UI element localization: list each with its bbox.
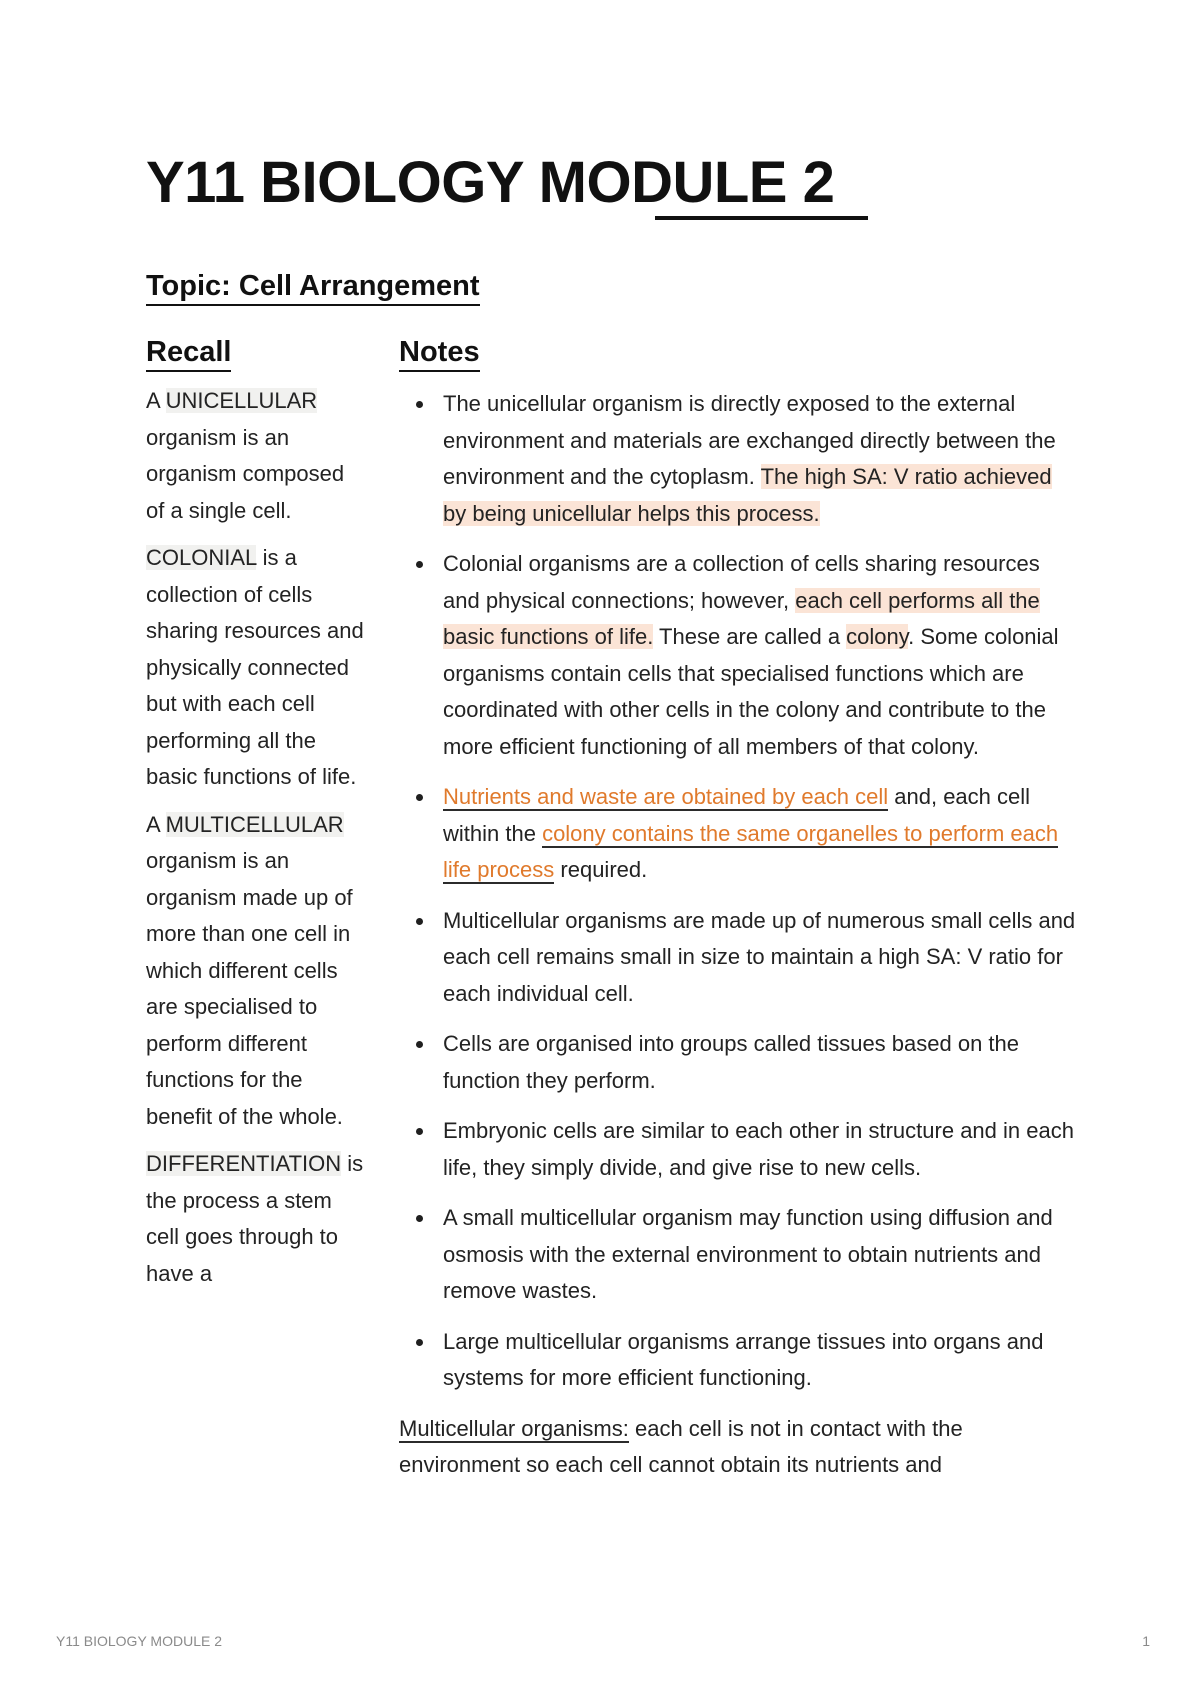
page-number: 1 xyxy=(1142,1633,1150,1649)
list-item: Multicellular organisms are made up of numerous small cells and each cell remains small in size to maintain a high SA: V ratio for each individual cell. xyxy=(399,903,1079,1013)
recall-entry-differentiation: DIFFERENTIATION is the process a stem cell goes through to have a xyxy=(146,1151,364,1286)
notes-column xyxy=(399,386,1079,1484)
recall-term: COLONIAL xyxy=(146,545,257,570)
footer-title: Y11 BIOLOGY MODULE 2 xyxy=(56,1633,222,1649)
recall-term: DIFFERENTIATION xyxy=(146,1151,342,1176)
list-item: Large multicellular organisms arrange tissues into organs and systems for more efficient functioning. xyxy=(399,1324,1079,1397)
underlined-label: Multicellular organisms: xyxy=(399,1415,629,1441)
list-item: A small multicellular organism may function using diffusion and osmosis with the external environment to obtain nutrients and remove wastes. xyxy=(399,1200,1079,1310)
recall-entry-unicellular: A UNICELLULAR organism is an organism composed of a single cell. xyxy=(146,388,345,523)
highlighted-text: each cell performs all the basic functions of life. xyxy=(443,587,1040,649)
page-title: Y11 BIOLOGY MODULE 2 xyxy=(146,150,835,215)
topic-heading: Topic: Cell Arrangement xyxy=(146,268,480,306)
notes-list xyxy=(399,386,1079,1397)
recall-heading: Recall xyxy=(146,334,231,372)
recall-entry-colonial: COLONIAL is a collection of cells sharing resources and physically connected but with each cell performing all the basic functions of life. xyxy=(146,545,364,789)
list-item: Colonial organisms are a collection of cells sharing resources and physical connections; however, each cell performs all the basic functions of life. These are called a colony. Some colonial organisms contain cells that specialised functions which are coordinated with other cells in the colony and contribute to the more efficient functioning of all members of that colony. xyxy=(399,546,1079,765)
title-underline xyxy=(655,216,868,220)
list-item: Embryonic cells are similar to each other in structure and in each life, they simply divide, and give rise to new cells. xyxy=(399,1113,1079,1186)
closing-paragraph: Multicellular organisms: each cell is not in contact with the environment so each cell cannot obtain its nutrients and xyxy=(399,1415,963,1477)
recall-entry-multicellular: A MULTICELLULAR organism is an organism made up of more than one cell in which different cells are specialised to perform different functions for the benefit of the whole. xyxy=(146,811,353,1129)
list-item: The unicellular organism is directly exposed to the external environment and materials are exchanged directly between the environment and the cytoplasm. The high SA: V ratio achieved by being unicellular helps this process. xyxy=(399,386,1079,532)
list-item: Nutrients and waste are obtained by each cell and, each cell within the colony contains the same organelles to perform each life process required. xyxy=(399,779,1079,889)
recall-column xyxy=(146,383,366,1303)
highlighted-text: The high SA: V ratio achieved by being unicellular helps this process. xyxy=(443,464,1052,526)
underlined-link[interactable]: Nutrients and waste are obtained by each cell xyxy=(443,784,889,809)
notes-heading: Notes xyxy=(399,334,480,372)
recall-term: UNICELLULAR xyxy=(165,388,318,413)
highlighted-text: colony xyxy=(846,624,909,649)
recall-term: MULTICELLULAR xyxy=(165,811,344,837)
underlined-link[interactable]: colony contains the same organelles to perform each life process xyxy=(443,820,1059,882)
list-item: Cells are organised into groups called tissues based on the function they perform. xyxy=(399,1026,1079,1099)
